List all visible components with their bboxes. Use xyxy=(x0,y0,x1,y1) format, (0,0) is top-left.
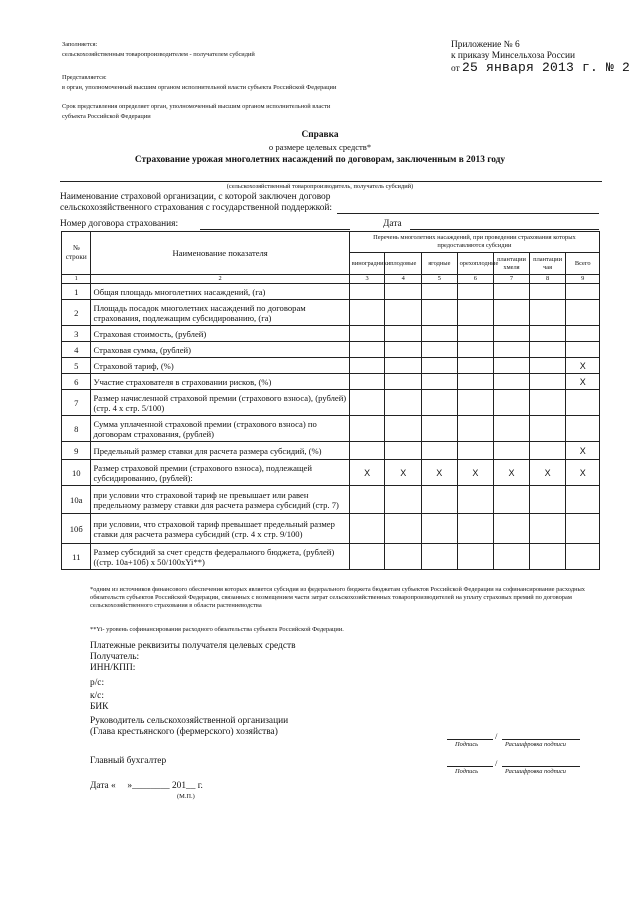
col-header-name: Наименование показателя xyxy=(91,232,349,275)
recipient-caption: (сельскохозяйственный товаропроизводитель, получатель субсидий) xyxy=(226,183,414,190)
insurer-line-2: сельскохозяйственного страхования с государственной поддержкой: xyxy=(60,203,333,213)
value-cell[interactable] xyxy=(385,486,422,514)
value-cell[interactable] xyxy=(529,544,566,570)
contract-number-line xyxy=(200,229,350,230)
document-subject: Страхование урожая многолетних насаждений по договорам, заключенным в 2013 году xyxy=(134,155,506,165)
insurer-input-line xyxy=(337,213,599,214)
value-cell[interactable] xyxy=(349,486,385,514)
value-cell[interactable] xyxy=(457,374,494,390)
bank-ks: к/с: xyxy=(90,691,104,701)
table-row xyxy=(62,514,600,544)
value-cell[interactable] xyxy=(457,358,494,374)
col-number: 5 xyxy=(422,275,458,284)
row-number: 3 xyxy=(62,326,91,342)
head-sign-caption: Подпись xyxy=(455,741,479,748)
value-cell[interactable] xyxy=(422,358,458,374)
value-cell[interactable] xyxy=(385,442,422,460)
value-cell[interactable] xyxy=(422,284,458,300)
value-cell[interactable] xyxy=(529,284,566,300)
excluded-mark: X xyxy=(349,460,385,486)
row-indicator-name: Размер начисленной страховой премии (страхового взноса), (рублей) (стр. 4 х стр. 5/100) xyxy=(91,390,349,416)
value-cell[interactable] xyxy=(349,284,385,300)
bank-rs: р/с: xyxy=(90,678,105,688)
deadline-line-2: субъекта Российской Федерации xyxy=(62,113,151,120)
col-header-tea: плантации чая xyxy=(529,253,566,275)
bank-bik: БИК xyxy=(90,702,109,712)
value-cell[interactable] xyxy=(385,390,422,416)
col-header-fruit: плодовые xyxy=(385,253,422,275)
excluded-mark: X xyxy=(566,374,600,390)
row-indicator-name: Площадь посадок многолетних насаждений по договорам страхования, подлежащим субсидированию, (га) xyxy=(91,300,349,326)
value-cell[interactable] xyxy=(529,486,566,514)
value-cell[interactable] xyxy=(385,374,422,390)
value-cell[interactable] xyxy=(566,390,600,416)
bank-inn: ИНН/КПП: xyxy=(90,663,136,673)
value-cell[interactable] xyxy=(566,544,600,570)
table-row xyxy=(62,544,600,570)
value-cell[interactable] xyxy=(566,514,600,544)
value-cell[interactable] xyxy=(494,284,530,300)
submitted-value: в орган, уполномоченный высшим органом исполнительной власти субъекта Российской Федерации xyxy=(62,84,337,91)
value-cell[interactable] xyxy=(494,544,530,570)
col-header-berry: ягодные xyxy=(422,253,458,275)
value-cell[interactable] xyxy=(385,416,422,442)
accountant-sign-caption: Подпись xyxy=(455,768,479,775)
footnote-1: *одним из источников финансового обеспечения которых является субсидия из федерального бюджета бюджетам субъектов Российской Федерации на софинансирование расходных обязательств субъектов Российской Федерации, связанных с возмещением части затрат сельскохозяйственных товаропроизводителей на уплату страховых премий по договорам сельскохозяйственного страхования в области растениеводства xyxy=(90,586,585,609)
value-cell[interactable] xyxy=(457,416,494,442)
filled-by-label: Заполняется: xyxy=(62,41,98,48)
value-cell[interactable] xyxy=(385,326,422,342)
table-row xyxy=(62,486,600,514)
value-cell[interactable] xyxy=(529,416,566,442)
value-cell[interactable] xyxy=(385,544,422,570)
head-decode-line xyxy=(502,739,580,740)
accountant-decode-line xyxy=(502,766,580,767)
order-date-row xyxy=(451,60,630,77)
bank-recipient: Получатель: xyxy=(90,652,140,662)
row-number: 10 xyxy=(62,460,91,486)
value-cell[interactable] xyxy=(529,374,566,390)
row-indicator-name: Страховая стоимость, (рублей) xyxy=(91,326,349,342)
excluded-mark: X xyxy=(566,442,600,460)
col-number: 3 xyxy=(349,275,385,284)
value-cell[interactable] xyxy=(422,442,458,460)
excluded-mark: X xyxy=(422,460,458,486)
date-stamp: 25 января 2013 г. № 2 xyxy=(462,60,631,75)
row-number: 2 xyxy=(62,300,91,326)
head-line-2: (Глава крестьянского (фермерского) хозяйства) xyxy=(90,727,278,737)
head-decode-caption: Расшифровка подписи xyxy=(505,741,566,748)
col-header-hops: плантации хмеля xyxy=(494,253,530,275)
head-sign-line xyxy=(447,739,493,740)
stamp-place: (М.П.) xyxy=(177,793,195,800)
value-cell[interactable] xyxy=(494,390,530,416)
value-cell[interactable] xyxy=(494,374,530,390)
value-cell[interactable] xyxy=(422,326,458,342)
value-cell[interactable] xyxy=(494,442,530,460)
value-cell[interactable] xyxy=(494,416,530,442)
row-number: 1 xyxy=(62,284,91,300)
accountant-decode-caption: Расшифровка подписи xyxy=(505,768,566,775)
table-row xyxy=(62,284,600,300)
row-number: 9 xyxy=(62,442,91,460)
value-cell[interactable] xyxy=(529,300,566,326)
row-indicator-name: Размер страховой премии (страхового взноса), подлежащей субсидированию, (рублей): xyxy=(91,460,349,486)
col-number: 4 xyxy=(385,275,422,284)
row-indicator-name: Сумма уплаченной страховой премии (страхового взноса) по договорам страхования, (рублей) xyxy=(91,416,349,442)
value-cell[interactable] xyxy=(422,544,458,570)
value-cell[interactable] xyxy=(457,390,494,416)
excluded-mark: X xyxy=(529,460,566,486)
col-header-group: Перечень многолетних насаждений, при проведении страхования которых предоставляются субсидии xyxy=(349,232,599,253)
col-header-number: № строки xyxy=(62,232,91,275)
contract-number-label: Номер договора страхования: xyxy=(60,219,179,229)
value-cell[interactable] xyxy=(385,300,422,326)
table-row xyxy=(62,374,600,390)
accountant-label: Главный бухгалтер xyxy=(90,756,167,766)
table-row xyxy=(62,460,600,486)
row-indicator-name: Общая площадь многолетних насаждений, (га) xyxy=(91,284,349,300)
value-cell[interactable] xyxy=(349,442,385,460)
table-row xyxy=(62,416,600,442)
value-cell[interactable] xyxy=(494,326,530,342)
filled-by-value: сельскохозяйственным товаропроизводителем - получателем субсидий xyxy=(62,51,255,58)
value-cell[interactable] xyxy=(349,390,385,416)
col-header-total: Всего xyxy=(566,253,600,275)
bank-title: Платежные реквизиты получателя целевых средств xyxy=(90,641,296,651)
col-number: 7 xyxy=(494,275,530,284)
value-cell[interactable] xyxy=(566,284,600,300)
row-indicator-name: Предельный размер ставки для расчета размера субсидий, (%) xyxy=(91,442,349,460)
row-indicator-name: при условии что страховой тариф не превышает или равен предельному размеру ставки для расчета размера субсидий (стр. 7) xyxy=(91,486,349,514)
col-number: 1 xyxy=(62,275,91,284)
value-cell[interactable] xyxy=(422,416,458,442)
excluded-mark: X xyxy=(566,358,600,374)
row-number: 10б xyxy=(62,514,91,544)
value-cell[interactable] xyxy=(349,514,385,544)
value-cell[interactable] xyxy=(494,486,530,514)
slash-separator: / xyxy=(495,731,498,741)
value-cell[interactable] xyxy=(494,358,530,374)
slash-separator: / xyxy=(495,758,498,768)
value-cell[interactable] xyxy=(457,442,494,460)
value-cell[interactable] xyxy=(529,342,566,358)
table-row xyxy=(62,342,600,358)
document-title: Справка xyxy=(301,130,339,140)
value-cell[interactable] xyxy=(385,342,422,358)
appendix-number: Приложение № 6 xyxy=(451,40,520,50)
col-header-nut: орехоплодные xyxy=(457,253,494,275)
value-cell[interactable] xyxy=(457,514,494,544)
value-cell[interactable] xyxy=(422,486,458,514)
value-cell[interactable] xyxy=(385,284,422,300)
row-number: 5 xyxy=(62,358,91,374)
row-indicator-name: при условии, что страховой тариф превышает предельный размер ставки для расчета размера субсидий (стр. 4 х стр. 9/100) xyxy=(91,514,349,544)
value-cell[interactable] xyxy=(529,326,566,342)
excluded-mark: X xyxy=(494,460,530,486)
date-field: Дата « »________ 201__ г. xyxy=(90,781,203,791)
value-cell[interactable] xyxy=(422,514,458,544)
value-cell[interactable] xyxy=(422,374,458,390)
value-cell[interactable] xyxy=(422,390,458,416)
value-cell[interactable] xyxy=(385,358,422,374)
deadline-line-1: Срок представления определяет орган, уполномоченный высшим органом исполнительной власти xyxy=(62,103,331,110)
value-cell[interactable] xyxy=(494,514,530,544)
value-cell[interactable] xyxy=(349,358,385,374)
value-cell[interactable] xyxy=(457,342,494,358)
value-cell[interactable] xyxy=(385,514,422,544)
row-indicator-name: Страховая сумма, (рублей) xyxy=(91,342,349,358)
col-number: 8 xyxy=(529,275,566,284)
value-cell[interactable] xyxy=(457,300,494,326)
table-row xyxy=(62,358,600,374)
value-cell[interactable] xyxy=(529,514,566,544)
value-cell[interactable] xyxy=(349,300,385,326)
insurer-line-1: Наименование страховой организации, с которой заключен договор xyxy=(60,192,331,202)
value-cell[interactable] xyxy=(566,486,600,514)
col-number: 6 xyxy=(457,275,494,284)
accountant-sign-line xyxy=(447,766,493,767)
value-cell[interactable] xyxy=(529,358,566,374)
row-indicator-name: Страховой тариф, (%) xyxy=(91,358,349,374)
value-cell[interactable] xyxy=(349,416,385,442)
row-number: 8 xyxy=(62,416,91,442)
row-indicator-name: Размер субсидий за счет средств федерального бюджета, (рублей) ((стр. 10а+10б) х 50/100хYi**) xyxy=(91,544,349,570)
value-cell[interactable] xyxy=(422,300,458,326)
value-cell[interactable] xyxy=(494,342,530,358)
value-cell[interactable] xyxy=(566,326,600,342)
row-number: 6 xyxy=(62,374,91,390)
col-number: 2 xyxy=(91,275,349,284)
value-cell[interactable] xyxy=(422,342,458,358)
document-subtitle: о размере целевых средств* xyxy=(268,142,372,152)
table-row xyxy=(62,390,600,416)
value-cell[interactable] xyxy=(349,326,385,342)
value-cell[interactable] xyxy=(349,374,385,390)
row-number: 4 xyxy=(62,342,91,358)
value-cell[interactable] xyxy=(457,326,494,342)
col-header-vineyards: виноградники xyxy=(349,253,385,275)
value-cell[interactable] xyxy=(529,390,566,416)
submitted-label: Представляется: xyxy=(62,74,107,81)
excluded-mark: X xyxy=(385,460,422,486)
value-cell[interactable] xyxy=(457,486,494,514)
order-reference: к приказу Минсельхоза России xyxy=(451,51,575,61)
row-indicator-name: Участие страхователя в страховании рисков, (%) xyxy=(91,374,349,390)
value-cell[interactable] xyxy=(529,442,566,460)
date-label: Дата xyxy=(383,219,402,229)
head-line-1: Руководитель сельскохозяйственной организации xyxy=(90,716,289,726)
excluded-mark: X xyxy=(566,460,600,486)
excluded-mark: X xyxy=(457,460,494,486)
indicators-table xyxy=(61,231,600,570)
value-cell[interactable] xyxy=(494,300,530,326)
table-row xyxy=(62,300,600,326)
row-number: 11 xyxy=(62,544,91,570)
footnote-2: **Yi- уровень софинансирования расходного обязательства субъекта Российской Федерации. xyxy=(90,626,344,633)
value-cell[interactable] xyxy=(457,284,494,300)
value-cell[interactable] xyxy=(349,342,385,358)
date-line xyxy=(410,229,599,230)
value-cell[interactable] xyxy=(566,342,600,358)
value-cell[interactable] xyxy=(349,544,385,570)
col-number: 9 xyxy=(566,275,600,284)
table-row xyxy=(62,442,600,460)
value-cell[interactable] xyxy=(457,544,494,570)
table-row xyxy=(62,326,600,342)
value-cell[interactable] xyxy=(566,300,600,326)
row-number: 7 xyxy=(62,390,91,416)
date-prefix: от xyxy=(451,64,460,74)
row-number: 10а xyxy=(62,486,91,514)
value-cell[interactable] xyxy=(566,416,600,442)
recipient-line xyxy=(60,181,602,182)
